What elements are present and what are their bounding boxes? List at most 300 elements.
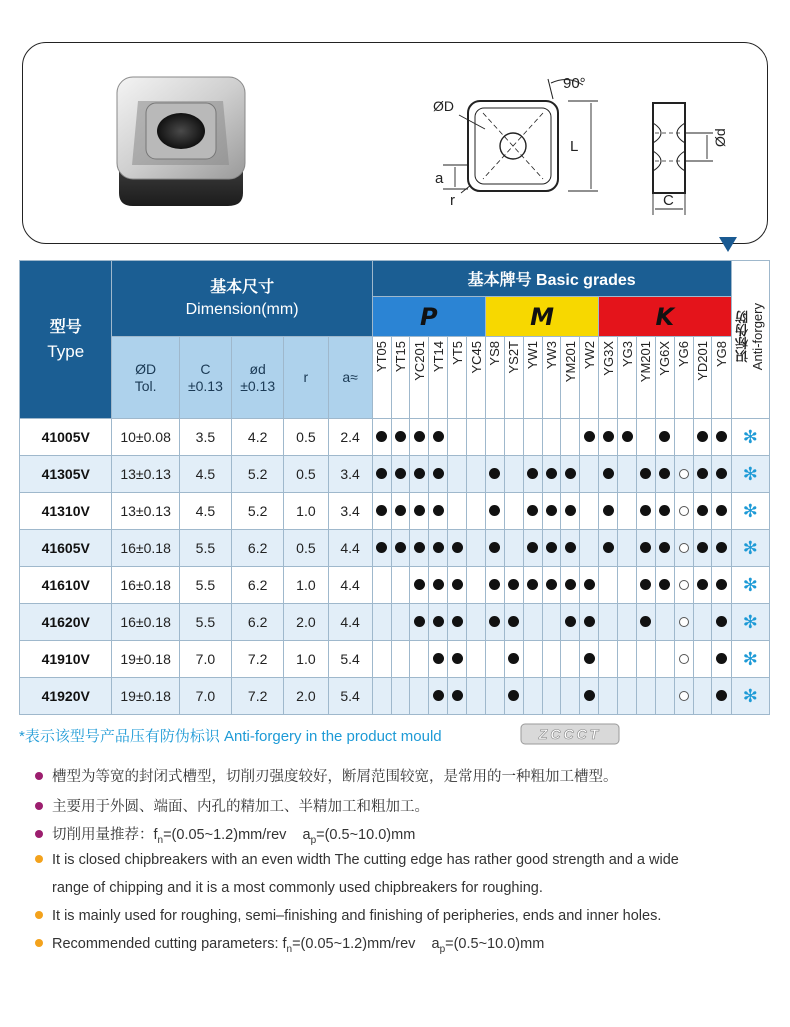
available-mark xyxy=(489,468,500,479)
grade-mark-cell xyxy=(504,567,523,604)
available-mark xyxy=(508,616,519,627)
grade-header xyxy=(580,337,599,419)
available-mark xyxy=(414,579,425,590)
dimension-cell: 7.2 xyxy=(232,641,284,678)
bullet-text: 主要用于外圆、端面、内孔的精加工、半精加工和粗加工。 xyxy=(52,799,429,815)
grade-mark-cell xyxy=(599,493,618,530)
bullet-text: =(0.5~10.0)mm xyxy=(445,936,545,952)
grade-mark-cell xyxy=(674,604,693,641)
dimension-cell: 7.0 xyxy=(179,641,231,678)
grade-mark-cell xyxy=(485,493,504,530)
grade-header xyxy=(561,337,580,419)
grade-mark-cell xyxy=(655,419,674,456)
available-mark xyxy=(659,505,670,516)
dimension-cell: 3.5 xyxy=(179,419,231,456)
grade-mark-cell xyxy=(372,419,391,456)
dimension-cell: 5.2 xyxy=(232,456,284,493)
grade-mark-cell xyxy=(580,604,599,641)
grade-mark-cell xyxy=(372,604,391,641)
dim-column-tolerance: ±0.13 xyxy=(187,377,223,394)
available-mark xyxy=(508,653,519,664)
grade-name: YG6 xyxy=(676,341,692,368)
grade-mark-cell xyxy=(561,493,580,530)
grade-mark-cell xyxy=(580,567,599,604)
grade-mark-cell xyxy=(561,419,580,456)
grade-name: YT15 xyxy=(393,341,409,373)
grade-mark-cell xyxy=(485,419,504,456)
grade-name: YG3 xyxy=(619,341,635,368)
dimension-cell: 5.4 xyxy=(328,678,372,715)
available-mark xyxy=(716,431,727,442)
grade-mark-cell xyxy=(542,530,561,567)
table-row xyxy=(20,604,770,641)
grade-mark-cell xyxy=(561,604,580,641)
type-cell: 41620V xyxy=(20,604,112,641)
dimension-cell: 2.4 xyxy=(328,419,372,456)
group-p: P xyxy=(372,297,485,337)
description-bullet xyxy=(35,823,415,846)
available-mark xyxy=(527,468,538,479)
optional-mark xyxy=(679,617,689,627)
grade-mark-cell xyxy=(618,530,637,567)
grade-mark-cell xyxy=(580,530,599,567)
anti-forgery-mark: ✻ xyxy=(731,567,770,604)
bullet-icon xyxy=(35,939,43,947)
table-row xyxy=(20,530,770,567)
dimension-cell: 4.2 xyxy=(232,419,284,456)
type-cell: 41005V xyxy=(20,419,112,456)
grade-mark-cell xyxy=(485,641,504,678)
grade-mark-cell xyxy=(599,456,618,493)
grade-mark-cell xyxy=(485,567,504,604)
grade-mark-cell xyxy=(580,641,599,678)
grade-header xyxy=(599,337,618,419)
type-cell: 41605V xyxy=(20,530,112,567)
grade-mark-cell xyxy=(372,456,391,493)
dimension-cell: 3.4 xyxy=(328,493,372,530)
anti-forgery-header-en: Anti-forgery xyxy=(750,303,766,371)
grade-mark-cell xyxy=(429,604,448,641)
table-row xyxy=(20,419,770,456)
grade-mark-cell xyxy=(599,641,618,678)
grade-mark-cell xyxy=(391,641,410,678)
grade-mark-cell xyxy=(372,567,391,604)
dimension-cell: 5.5 xyxy=(179,567,231,604)
bullet-icon xyxy=(35,855,43,863)
grade-mark-cell xyxy=(674,678,693,715)
grade-name: YG6X xyxy=(657,341,673,376)
type-header-en: Type xyxy=(47,341,85,361)
grade-mark-cell xyxy=(636,419,655,456)
zcct-logo xyxy=(520,722,620,746)
grade-name: YM201 xyxy=(562,341,578,383)
grade-mark-cell xyxy=(580,678,599,715)
available-mark xyxy=(489,505,500,516)
side-view-drawing xyxy=(653,103,713,215)
dim-column-header xyxy=(284,337,328,419)
grade-mark-cell xyxy=(599,678,618,715)
grade-mark-cell xyxy=(410,604,429,641)
available-mark xyxy=(414,468,425,479)
dim-column-tolerance: Tol. xyxy=(134,377,157,394)
grade-mark-cell xyxy=(504,530,523,567)
available-mark xyxy=(433,579,444,590)
grade-mark-cell xyxy=(429,530,448,567)
grade-mark-cell xyxy=(542,641,561,678)
available-mark xyxy=(659,579,670,590)
grade-mark-cell xyxy=(636,493,655,530)
available-mark xyxy=(640,542,651,553)
grade-mark-cell xyxy=(636,567,655,604)
dim-column-symbol: r xyxy=(303,369,309,385)
bullet-subscript: p xyxy=(439,943,446,955)
grade-mark-cell xyxy=(693,419,712,456)
bullet-text: range of chipping and it is a most commonly used chipbreakers for roughing. xyxy=(52,880,543,896)
anti-forgery-mark: ✻ xyxy=(731,530,770,567)
dim-column-symbol: C xyxy=(200,360,211,377)
available-mark xyxy=(603,468,614,479)
available-mark xyxy=(584,579,595,590)
grade-mark-cell xyxy=(599,567,618,604)
dimension-cell: 0.5 xyxy=(284,456,328,493)
anti-forgery-mark: ✻ xyxy=(731,419,770,456)
grade-header xyxy=(674,337,693,419)
grade-name: YG8 xyxy=(713,341,729,368)
bullet-text: =(0.05~1.2)mm/rev a xyxy=(292,936,440,952)
anti-forgery-mark: ✻ xyxy=(731,493,770,530)
insert-photo xyxy=(117,77,245,206)
dimension-cell: 5.5 xyxy=(179,530,231,567)
insert-drawing-panel xyxy=(22,42,768,244)
available-mark xyxy=(489,542,500,553)
available-mark xyxy=(452,690,463,701)
available-mark xyxy=(640,505,651,516)
grade-mark-cell xyxy=(636,456,655,493)
grade-mark-cell xyxy=(580,419,599,456)
optional-mark xyxy=(679,543,689,553)
grade-mark-cell xyxy=(448,567,467,604)
available-mark xyxy=(433,653,444,664)
available-mark xyxy=(584,616,595,627)
grade-mark-cell xyxy=(693,493,712,530)
grade-header xyxy=(693,337,712,419)
grade-name: YS8 xyxy=(487,341,503,366)
anti-forgery-mark: ✻ xyxy=(731,456,770,493)
grade-mark-cell xyxy=(391,530,410,567)
bullet-icon xyxy=(35,830,43,838)
grade-mark-cell xyxy=(504,419,523,456)
available-mark xyxy=(716,542,727,553)
available-mark xyxy=(433,542,444,553)
grade-mark-cell xyxy=(674,567,693,604)
dimension-cell: 6.2 xyxy=(232,567,284,604)
grade-mark-cell xyxy=(448,493,467,530)
description-bullet xyxy=(35,795,429,816)
description-bullet xyxy=(35,765,618,786)
bullet-text: 切削用量推荐：f xyxy=(52,827,158,843)
available-mark xyxy=(508,690,519,701)
available-mark xyxy=(414,505,425,516)
available-mark xyxy=(659,468,670,479)
grade-mark-cell xyxy=(674,456,693,493)
dim-column-tolerance: ±0.13 xyxy=(240,377,276,394)
grade-mark-cell xyxy=(655,567,674,604)
grade-mark-cell xyxy=(504,456,523,493)
dimension-cell: 0.5 xyxy=(284,419,328,456)
dimension-cell: 13±0.13 xyxy=(112,493,179,530)
available-mark xyxy=(716,505,727,516)
available-mark xyxy=(452,616,463,627)
available-mark xyxy=(376,468,387,479)
grade-mark-cell xyxy=(523,456,542,493)
dimension-cell: 19±0.18 xyxy=(112,641,179,678)
dimension-cell: 3.4 xyxy=(328,456,372,493)
grade-name: YM201 xyxy=(638,341,654,383)
grade-mark-cell xyxy=(693,530,712,567)
available-mark xyxy=(697,505,708,516)
grade-mark-cell xyxy=(599,530,618,567)
available-mark xyxy=(546,542,557,553)
bullet-icon xyxy=(35,802,43,810)
grade-mark-cell xyxy=(618,419,637,456)
available-mark xyxy=(414,542,425,553)
grade-mark-cell xyxy=(655,493,674,530)
grade-mark-cell xyxy=(429,419,448,456)
available-mark xyxy=(640,468,651,479)
available-mark xyxy=(697,468,708,479)
grade-mark-cell xyxy=(429,678,448,715)
available-mark xyxy=(697,579,708,590)
available-mark xyxy=(546,505,557,516)
type-header-cn: 型号 xyxy=(49,318,82,336)
table-row xyxy=(20,567,770,604)
grade-mark-cell xyxy=(655,641,674,678)
grade-mark-cell xyxy=(561,456,580,493)
dimension-cell: 7.0 xyxy=(179,678,231,715)
d-small-label: Ød xyxy=(712,128,728,147)
optional-mark xyxy=(679,654,689,664)
grade-mark-cell xyxy=(712,678,731,715)
type-cell: 41610V xyxy=(20,567,112,604)
dim-column-header xyxy=(179,337,231,419)
available-mark xyxy=(527,579,538,590)
grade-mark-cell xyxy=(448,456,467,493)
grade-mark-cell xyxy=(636,530,655,567)
grade-header xyxy=(542,337,561,419)
bullet-subscript: p xyxy=(310,834,317,846)
available-mark xyxy=(414,616,425,627)
grade-mark-cell xyxy=(410,419,429,456)
grade-mark-cell xyxy=(429,641,448,678)
dimension-header-cn: 基本尺寸 xyxy=(210,278,275,296)
dimension-cell: 16±0.18 xyxy=(112,567,179,604)
grade-mark-cell xyxy=(693,456,712,493)
grade-name: YC201 xyxy=(411,341,427,381)
grade-mark-cell xyxy=(712,456,731,493)
available-mark xyxy=(584,653,595,664)
grade-mark-cell xyxy=(542,678,561,715)
grade-mark-cell xyxy=(618,604,637,641)
available-mark xyxy=(546,468,557,479)
available-mark xyxy=(603,542,614,553)
d-diameter-label: ØD xyxy=(433,98,454,114)
table-row xyxy=(20,493,770,530)
grade-mark-cell xyxy=(523,567,542,604)
available-mark xyxy=(376,505,387,516)
available-mark xyxy=(565,468,576,479)
grade-mark-cell xyxy=(467,641,486,678)
grade-mark-cell xyxy=(618,641,637,678)
grade-mark-cell xyxy=(523,678,542,715)
grade-header xyxy=(410,337,429,419)
top-view-drawing xyxy=(443,79,598,193)
grade-mark-cell xyxy=(561,530,580,567)
available-mark xyxy=(489,616,500,627)
grade-header xyxy=(372,337,391,419)
available-mark xyxy=(508,579,519,590)
grade-mark-cell xyxy=(618,678,637,715)
grade-mark-cell xyxy=(504,641,523,678)
available-mark xyxy=(697,542,708,553)
grade-mark-cell xyxy=(674,419,693,456)
grade-mark-cell xyxy=(636,641,655,678)
grade-mark-cell xyxy=(580,456,599,493)
table-row xyxy=(20,678,770,715)
grade-mark-cell xyxy=(599,419,618,456)
available-mark xyxy=(565,616,576,627)
grade-mark-cell xyxy=(372,641,391,678)
available-mark xyxy=(659,542,670,553)
grades-header: 基本牌号 Basic grades xyxy=(372,261,731,297)
anti-forgery-mark: ✻ xyxy=(731,604,770,641)
dimension-cell: 4.4 xyxy=(328,604,372,641)
dimension-cell: 19±0.18 xyxy=(112,678,179,715)
grade-name: YG3X xyxy=(600,341,616,376)
grade-mark-cell xyxy=(485,678,504,715)
c-label: C xyxy=(663,192,674,209)
available-mark xyxy=(622,431,633,442)
grade-name: YW2 xyxy=(581,341,597,370)
grade-mark-cell xyxy=(693,604,712,641)
grade-mark-cell xyxy=(504,493,523,530)
dimension-cell: 5.4 xyxy=(328,641,372,678)
grade-name: YW3 xyxy=(544,341,560,370)
grade-name: YW1 xyxy=(525,341,541,370)
anti-forgery-mark: ✻ xyxy=(731,641,770,678)
grade-mark-cell xyxy=(636,604,655,641)
table-row xyxy=(20,641,770,678)
anti-forgery-header-cn: 识标伪防 xyxy=(735,311,751,363)
dimension-cell: 16±0.18 xyxy=(112,604,179,641)
available-mark xyxy=(603,431,614,442)
dimension-cell: 4.5 xyxy=(179,456,231,493)
table-pointer-icon xyxy=(719,237,737,252)
grade-mark-cell xyxy=(429,493,448,530)
available-mark xyxy=(395,505,406,516)
grade-mark-cell xyxy=(429,456,448,493)
dim-column-symbol: ød xyxy=(249,360,266,377)
dimension-cell: 1.0 xyxy=(284,567,328,604)
grade-mark-cell xyxy=(410,530,429,567)
grade-mark-cell xyxy=(561,678,580,715)
available-mark xyxy=(433,505,444,516)
grade-mark-cell xyxy=(372,678,391,715)
optional-mark xyxy=(679,506,689,516)
dim-column-symbol: a≈ xyxy=(342,369,358,385)
type-cell: 41305V xyxy=(20,456,112,493)
grade-mark-cell xyxy=(542,567,561,604)
grade-mark-cell xyxy=(712,493,731,530)
dimension-cell: 1.0 xyxy=(284,641,328,678)
grade-mark-cell xyxy=(504,604,523,641)
grade-mark-cell xyxy=(523,530,542,567)
bullet-icon xyxy=(35,772,43,780)
grade-mark-cell xyxy=(485,530,504,567)
grade-mark-cell xyxy=(693,641,712,678)
description-bullet xyxy=(35,880,543,896)
grade-mark-cell xyxy=(523,419,542,456)
grade-mark-cell xyxy=(410,493,429,530)
grade-mark-cell xyxy=(712,530,731,567)
grade-mark-cell xyxy=(655,456,674,493)
available-mark xyxy=(527,505,538,516)
grade-header xyxy=(504,337,523,419)
grade-header xyxy=(448,337,467,419)
grade-mark-cell xyxy=(448,530,467,567)
grade-header xyxy=(429,337,448,419)
available-mark xyxy=(659,431,670,442)
grade-mark-cell xyxy=(410,641,429,678)
grade-mark-cell xyxy=(561,641,580,678)
grade-mark-cell xyxy=(712,604,731,641)
grade-mark-cell xyxy=(712,567,731,604)
grade-header xyxy=(712,337,731,419)
available-mark xyxy=(603,505,614,516)
dimension-cell: 6.2 xyxy=(232,604,284,641)
bullet-text: 槽型为等宽的封闭式槽型，切削刃强度较好，断屑范围较宽，是常用的一种粗加工槽型。 xyxy=(52,769,618,785)
grade-mark-cell xyxy=(410,567,429,604)
grade-mark-cell xyxy=(467,493,486,530)
dim-column-symbol: ØD xyxy=(135,360,157,377)
grade-name: YC45 xyxy=(468,341,484,374)
grade-name: YT14 xyxy=(430,341,446,373)
dimension-cell: 2.0 xyxy=(284,604,328,641)
available-mark xyxy=(452,653,463,664)
grade-mark-cell xyxy=(467,456,486,493)
grade-mark-cell xyxy=(391,456,410,493)
available-mark xyxy=(395,542,406,553)
bullet-text: It is closed chipbreakers with an even width The cutting edge has rather good strength and a wide xyxy=(52,852,679,868)
grade-mark-cell xyxy=(561,567,580,604)
dimension-cell: 2.0 xyxy=(284,678,328,715)
anti-forgery-note: *表示该型号产品压有防伪标识 Anti-forgery in the product mould xyxy=(19,728,442,745)
available-mark xyxy=(716,579,727,590)
description-bullet xyxy=(35,908,661,924)
grade-header xyxy=(618,337,637,419)
dimension-cell: 5.2 xyxy=(232,493,284,530)
dimension-cell: 13±0.13 xyxy=(112,456,179,493)
available-mark xyxy=(640,616,651,627)
grade-mark-cell xyxy=(618,456,637,493)
grade-mark-cell xyxy=(410,456,429,493)
grade-header xyxy=(467,337,486,419)
table-row xyxy=(20,456,770,493)
grade-mark-cell xyxy=(674,641,693,678)
specification-table xyxy=(19,260,770,715)
dimension-cell: 4.5 xyxy=(179,493,231,530)
l-label: L xyxy=(570,138,579,155)
available-mark xyxy=(565,579,576,590)
